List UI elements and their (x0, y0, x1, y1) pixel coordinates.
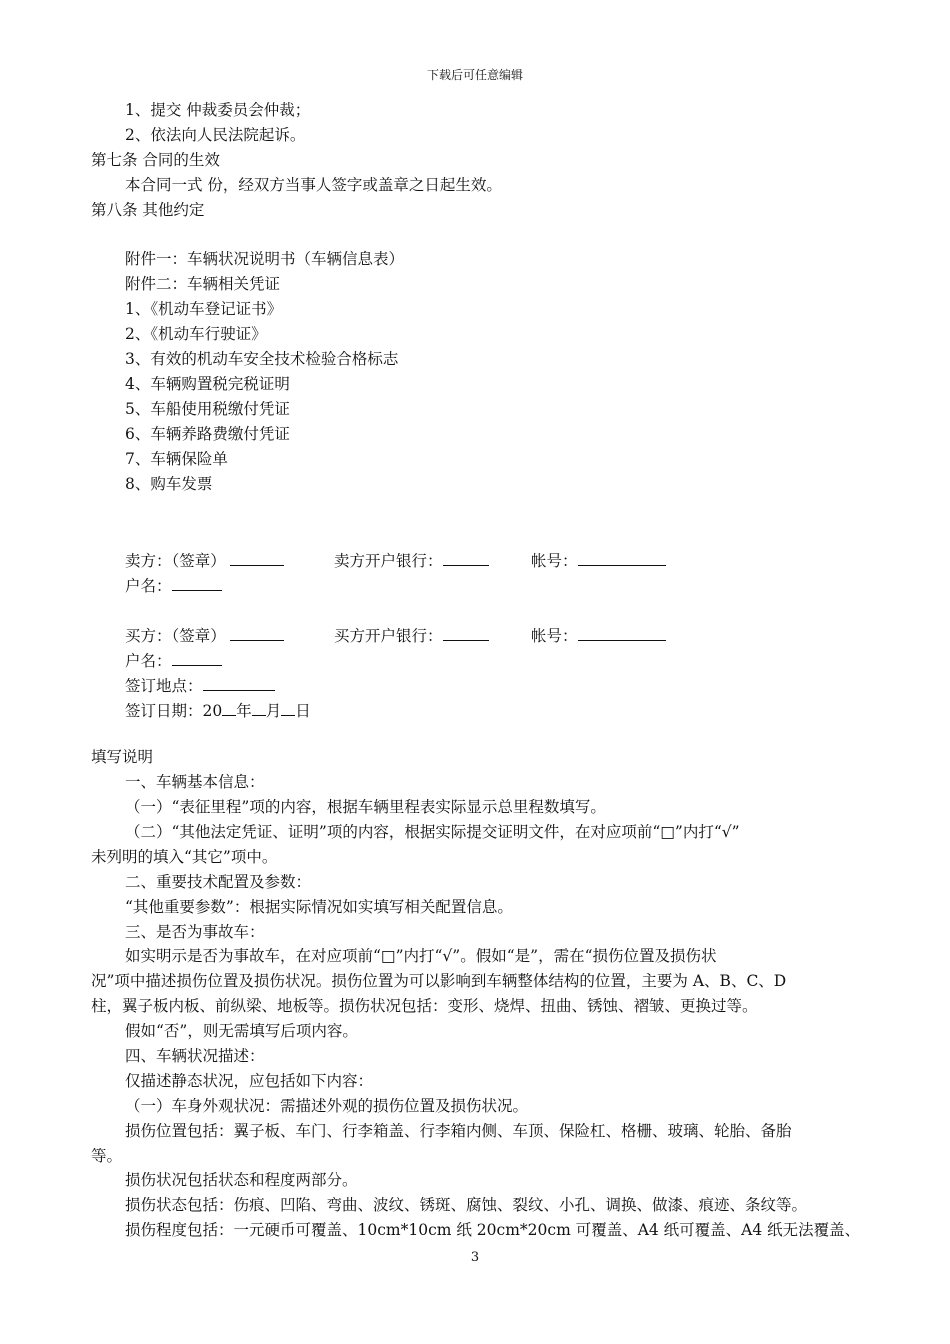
year-label: 年 (236, 702, 252, 720)
section-1b-line1: （二）“其他法定凭证、证明”项的内容，根据实际提交证明文件，在对应项前“□”内打“√” (125, 823, 740, 841)
section-4c-line1: 损伤位置包括：翼子板、车门、行李箱盖、行李箱内侧、车顶、保险杠、格栅、玻璃、轮胎、备胎 (125, 1122, 792, 1140)
attachment-item: 5、车船使用税缴付凭证 (125, 400, 290, 418)
buyer-account-field (531, 623, 666, 646)
attachment-item: 7、车辆保险单 (125, 450, 228, 468)
dispute-item-2: 2、依法向人民法院起诉。 (125, 126, 306, 144)
section-1-title: 一、车辆基本信息： (125, 773, 265, 791)
seller-account-label: 帐号： (531, 552, 578, 570)
attachment-2: 附件二：车辆相关凭证 (125, 275, 281, 293)
article-7-title: 第七条 合同的生效 (91, 151, 220, 169)
attachment-item: 6、车辆养路费缴付凭证 (125, 425, 290, 443)
section-1b-line2: 未列明的填入“其它”项中。 (91, 848, 278, 866)
seller-name-blank (172, 573, 222, 591)
sign-place-blank (203, 673, 275, 691)
article-7-body: 本合同一式 份，经双方当事人签字或盖章之日起生效。 (125, 176, 502, 194)
buyer-label: 买方：（签章） (125, 627, 226, 645)
section-4d: 损伤状况包括状态和程度两部分。 (125, 1171, 358, 1189)
buyer-bank-field (334, 623, 489, 646)
seller-signature-blank (230, 548, 284, 566)
sign-place-label: 签订地点： (125, 677, 203, 695)
section-3a-line2: 况”项中描述损伤位置及损伤状况。损伤位置为可以影响到车辆整体结构的位置，主要为 A、B、C、D (91, 972, 787, 990)
seller-account-field (531, 548, 666, 571)
buyer-account-label: 帐号： (531, 627, 578, 645)
attachment-item: 4、车辆购置税完税证明 (125, 375, 290, 393)
month-label: 月 (265, 702, 282, 720)
day-label: 日 (295, 702, 311, 720)
buyer-signature-field (125, 623, 284, 646)
buyer-account-blank (578, 623, 666, 641)
section-4f: 损伤程度包括：一元硬币可覆盖、10cm*10cm 纸 20cm*20cm 可覆盖、A4 纸可覆盖、A4 纸无法覆盖、 (125, 1221, 861, 1239)
year-blank (222, 698, 236, 716)
section-3a-line1: 如实明示是否为事故车，在对应项前“□”内打“√”。假如“是”，需在“损伤位置及损伤状 (125, 947, 717, 965)
dispute-item-1: 1、提交 仲裁委员会仲裁； (125, 101, 311, 119)
buyer-bank-blank (443, 623, 489, 641)
sign-date-field (125, 698, 311, 721)
month-blank (252, 698, 266, 716)
seller-bank-field (334, 548, 489, 571)
section-3b: 假如“否”，则无需填写后项内容。 (125, 1022, 358, 1040)
seller-name-label: 户名： (125, 577, 172, 595)
section-3a-line3: 柱，翼子板内板、前纵梁、地板等。损伤状况包括：变形、烧焊、扭曲、锈蚀、褶皱、更换过等。 (91, 997, 758, 1015)
section-4-title: 四、车辆状况描述： (125, 1047, 265, 1065)
article-8-title: 第八条 其他约定 (91, 201, 205, 219)
sign-date-label: 签订日期：20 (125, 702, 223, 720)
seller-bank-blank (443, 548, 489, 566)
seller-label: 卖方：（签章） (125, 552, 226, 570)
instructions-title: 填写说明 (91, 748, 154, 766)
buyer-signature-blank (230, 623, 284, 641)
section-4c-line2: 等。 (91, 1147, 123, 1165)
attachment-item: 2、《机动车行驶证》 (125, 325, 267, 343)
section-2-title: 二、重要技术配置及参数： (125, 873, 312, 891)
section-1a: （一）“表征里程”项的内容，根据车辆里程表实际显示总里程数填写。 (125, 798, 606, 816)
page-header: 下载后可任意编辑 (426, 68, 523, 82)
page-number: 3 (470, 1250, 480, 1265)
buyer-bank-label: 买方开户银行： (334, 627, 443, 645)
section-3-title: 三、是否为事故车： (125, 923, 265, 941)
sign-place-field (125, 673, 275, 696)
attachment-1: 附件一：车辆状况说明书（车辆信息表） (125, 250, 405, 268)
seller-signature-field (125, 548, 284, 571)
seller-account-blank (578, 548, 666, 566)
buyer-name-blank (172, 648, 222, 666)
section-4a: 仅描述静态状况，应包括如下内容： (125, 1072, 374, 1090)
attachment-item: 1、《机动车登记证书》 (125, 300, 283, 318)
section-4b: （一）车身外观状况：需描述外观的损伤位置及损伤状况。 (125, 1097, 529, 1115)
seller-name-field (125, 573, 222, 596)
section-2a: “其他重要参数”：根据实际情况如实填写相关配置信息。 (125, 898, 513, 916)
seller-bank-label: 卖方开户银行： (334, 552, 443, 570)
attachment-item: 3、有效的机动车安全技术检验合格标志 (125, 350, 399, 368)
buyer-name-field (125, 648, 222, 671)
day-blank (281, 698, 295, 716)
buyer-name-label: 户名： (125, 652, 172, 670)
attachment-item: 8、购车发票 (125, 475, 213, 493)
section-4e: 损伤状态包括：伤痕、凹陷、弯曲、波纹、锈斑、腐蚀、裂纹、小孔、调换、做漆、痕迹、条纹等。 (125, 1196, 808, 1214)
